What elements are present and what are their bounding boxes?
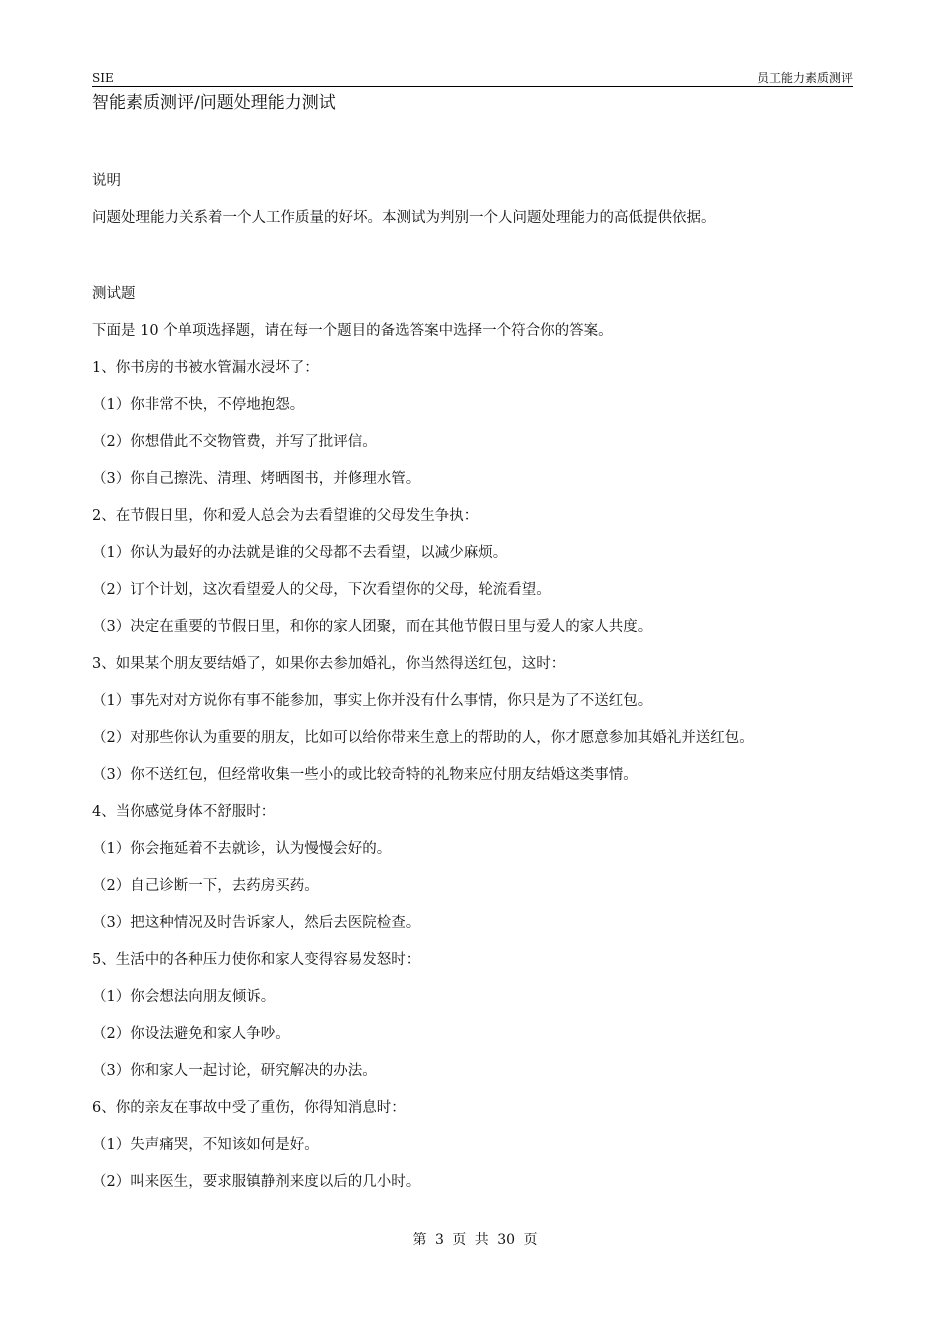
- question-2-option-2: （2）订个计划，这次看望爱人的父母，下次看望你的父母，轮流看望。: [92, 582, 551, 598]
- question-6-option-2: （2）叫来医生，要求服镇静剂来度以后的几小时。: [92, 1174, 421, 1190]
- question-6: 6、你的亲友在事故中受了重伤，你得知消息时：: [92, 1100, 406, 1116]
- test-instruction: 下面是 10 个单项选择题，请在每一个题目的备选答案中选择一个符合你的答案。: [92, 323, 613, 339]
- intro-heading: 说明: [92, 173, 121, 189]
- test-heading: 测试题: [92, 286, 136, 302]
- question-4-option-3: （3）把这种情况及时告诉家人，然后去医院检查。: [92, 915, 421, 931]
- question-1: 1、你书房的书被水管漏水浸坏了：: [92, 360, 319, 376]
- question-5-option-2: （2）你设法避免和家人争吵。: [92, 1026, 290, 1042]
- question-3-option-1: （1）事先对对方说你有事不能参加，事实上你并没有什么事情，你只是为了不送红包。: [92, 693, 653, 709]
- page-footer: 第 3 页 共 30 页: [412, 1232, 538, 1248]
- question-3: 3、如果某个朋友要结婚了，如果你去参加婚礼，你当然得送红包，这时：: [92, 656, 566, 672]
- question-5-option-3: （3）你和家人一起讨论，研究解决的办法。: [92, 1063, 377, 1079]
- intro-text: 问题处理能力关系着一个人工作质量的好坏。本测试为判别一个人问题处理能力的高低提供依据。: [92, 210, 716, 226]
- question-2-option-3: （3）决定在重要的节假日里，和你的家人团聚，而在其他节假日里与爱人的家人共度。: [92, 619, 653, 635]
- question-2-option-1: （1）你认为最好的办法就是谁的父母都不去看望，以减少麻烦。: [92, 545, 508, 561]
- question-1-option-3: （3）你自己擦洗、清理、烤晒图书，并修理水管。: [92, 471, 421, 487]
- question-6-option-1: （1）失声痛哭，不知该如何是好。: [92, 1137, 319, 1153]
- question-4: 4、当你感觉身体不舒服时：: [92, 804, 276, 820]
- question-3-option-3: （3）你不送红包，但经常收集一些小的或比较奇特的礼物来应付朋友结婚这类事情。: [92, 767, 638, 783]
- header-right-text: 员工能力素质测评: [756, 71, 853, 85]
- document-title: 智能素质测评/问题处理能力测试: [92, 93, 336, 113]
- header-left-text: SIE: [92, 71, 114, 85]
- question-5: 5、生活中的各种压力使你和家人变得容易发怒时：: [92, 952, 421, 968]
- question-5-option-1: （1）你会想法向朋友倾诉。: [92, 989, 276, 1005]
- question-4-option-2: （2）自己诊断一下，去药房买药。: [92, 878, 319, 894]
- question-1-option-2: （2）你想借此不交物管费，并写了批评信。: [92, 434, 377, 450]
- page-header: [92, 70, 853, 87]
- question-1-option-1: （1）你非常不快，不停地抱怨。: [92, 397, 305, 413]
- question-3-option-2: （2）对那些你认为重要的朋友，比如可以给你带来生意上的帮助的人，你才愿意参加其婚礼并送红包。: [92, 730, 754, 746]
- question-2: 2、在节假日里，你和爱人总会为去看望谁的父母发生争执：: [92, 508, 479, 524]
- question-4-option-1: （1）你会拖延着不去就诊，认为慢慢会好的。: [92, 841, 392, 857]
